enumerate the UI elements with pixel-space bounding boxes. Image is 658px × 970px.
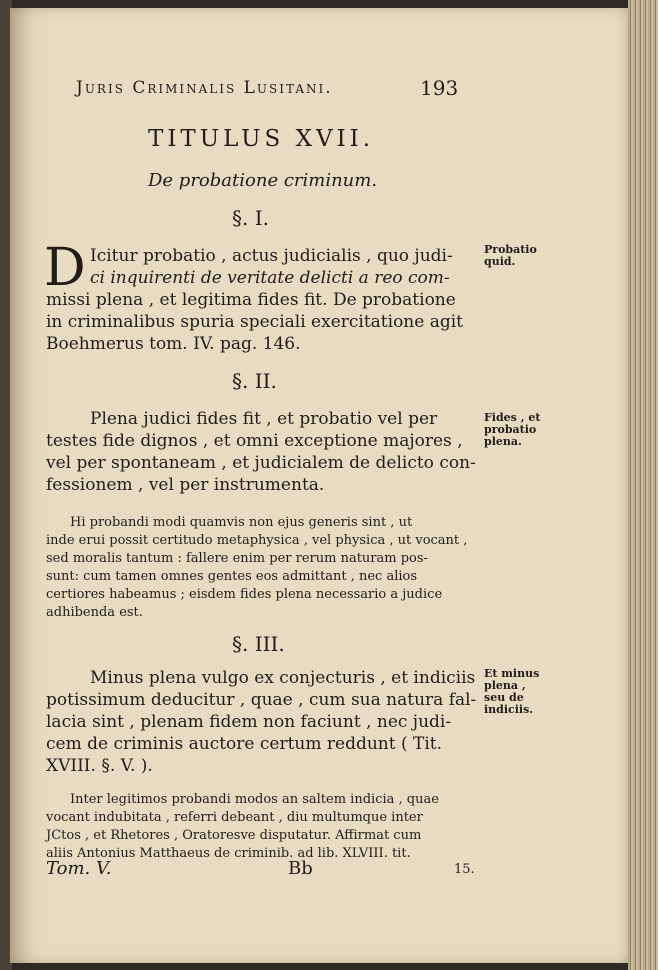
section-2-line-4: fessionem , vel per instrumenta. — [46, 475, 325, 495]
section-2-line-2: testes fide dignos , et omni exceptione majores , — [46, 431, 463, 451]
section-1-line-4: in criminalibus spuria speciali exercitatione agit — [46, 312, 464, 332]
note-2-line-1: Hi probandi modi quamvis non ejus generis sint , ut — [70, 515, 413, 530]
chapter-subtitle: De probatione criminum. — [148, 170, 378, 191]
note-3-line-3: JCtos , et Rhetores , Oratoresve disputatur. Affirmat cum — [46, 828, 422, 843]
section-heading-1: §. I. — [232, 206, 269, 230]
section-1-line-2: ci inquirenti de veritate delicti a reo com- — [90, 268, 450, 288]
section-2-line-3: vel per spontaneam , et judicialem de delicto con- — [46, 453, 476, 473]
catchword: 15. — [454, 862, 475, 877]
section-3-line-5: XVIII. §. V. ). — [46, 756, 153, 776]
margin-note-1: Probatio quid. — [484, 243, 537, 268]
section-2-line-1: Plena judici fides fit , et probatio vel per — [90, 409, 438, 429]
note-3-line-4: aliis Antonius Matthaeus de criminib. ad lib. XLVIII. tit. — [46, 846, 411, 861]
note-2-line-2: inde erui possit certitudo metaphysica , vel physica , ut vocant , — [46, 533, 468, 548]
section-3-line-4: cem de criminis auctore certum reddunt ( Tit. — [46, 734, 443, 754]
section-3-line-2: potissimum deducitur , quae , cum sua natura fal- — [46, 690, 477, 710]
note-2-line-6: adhibenda est. — [46, 605, 143, 620]
chapter-title: TITULUS XVII. — [148, 126, 375, 152]
margin-note-2: Fides , et probatio plena. — [484, 411, 541, 448]
section-1-line-1: Icitur probatio , actus judicialis , quo judi- — [90, 246, 453, 266]
page-number: 193 — [420, 76, 459, 100]
note-2-line-5: certiores habeamus ; eisdem fides plena necessario a judice — [46, 587, 443, 602]
section-heading-3: §. III. — [232, 632, 285, 656]
note-3-line-2: vocant indubitata , referri debeant , diu multumque inter — [46, 810, 423, 825]
signature-mark: Bb — [288, 858, 313, 879]
note-2-line-3: sed moralis tantum : fallere enim per rerum naturam pos- — [46, 551, 428, 566]
section-3-line-3: lacia sint , plenam fidem non faciunt , nec judi- — [46, 712, 452, 732]
page-edges — [628, 0, 658, 970]
drop-cap: D — [44, 238, 86, 298]
section-1-line-3: missi plena , et legitima fides fit. De probatione — [46, 290, 456, 310]
volume-mark: Tom. V. — [46, 858, 112, 879]
section-3-line-1: Minus plena vulgo ex conjecturis , et indiciis — [90, 668, 476, 688]
note-2-line-4: sunt: cum tamen omnes gentes eos admittant , nec alios — [46, 569, 418, 584]
margin-note-3: Et minus plena , seu de indiciis. — [484, 667, 540, 716]
note-3-line-1: Inter legitimos probandi modos an saltem indicia , quae — [70, 792, 439, 807]
section-heading-2: §. II. — [232, 369, 277, 393]
running-title: Juris Criminalis Lusitani. — [76, 78, 333, 98]
section-1-line-5: Boehmerus tom. IV. pag. 146. — [46, 334, 301, 354]
